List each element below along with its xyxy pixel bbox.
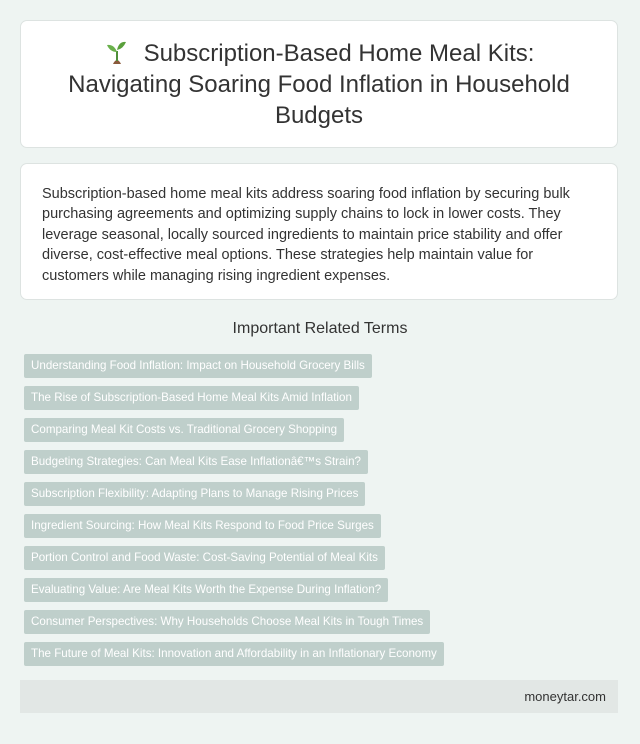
footer <box>20 680 618 713</box>
page-title-text: Subscription-Based Home Meal Kits: Navigating Soaring Food Inflation in Household Budgets <box>68 39 570 129</box>
related-terms-heading: Important Related Terms <box>232 320 408 337</box>
list-item <box>24 546 444 578</box>
footer-site-link[interactable]: moneytar.com <box>524 689 606 704</box>
list-item <box>24 514 444 546</box>
summary-text: Subscription-based home meal kits address soaring food inflation by securing bulk purchasing agreements and optimizing supply chains to lock in lower costs. They leverage seasonal, locally sourced ingredients to maintain price stability and offer diverse, cost-effective meal options. These strategies help maintain value for customers while managing rising ingredient expenses. <box>42 186 570 284</box>
related-terms-list <box>24 354 444 674</box>
title-card <box>20 20 618 148</box>
page-title <box>21 38 617 131</box>
list-item <box>24 482 444 514</box>
related-term-tag[interactable]: Understanding Food Inflation: Impact on Household Grocery Bills <box>24 354 372 378</box>
list-item <box>24 642 444 674</box>
related-term-tag[interactable]: The Future of Meal Kits: Innovation and Affordability in an Inflationary Economy <box>24 642 444 666</box>
sprout-icon <box>104 39 130 65</box>
list-item <box>24 418 444 450</box>
related-term-tag[interactable]: Consumer Perspectives: Why Households Choose Meal Kits in Tough Times <box>24 610 430 634</box>
related-term-tag[interactable]: Budgeting Strategies: Can Meal Kits Ease Inflationâ€™s Strain? <box>24 450 368 474</box>
list-item <box>24 386 444 418</box>
list-item <box>24 354 444 386</box>
list-item <box>24 610 444 642</box>
related-term-tag[interactable]: The Rise of Subscription-Based Home Meal Kits Amid Inflation <box>24 386 359 410</box>
list-item <box>24 578 444 610</box>
related-term-tag[interactable]: Portion Control and Food Waste: Cost-Saving Potential of Meal Kits <box>24 546 385 570</box>
related-term-tag[interactable]: Evaluating Value: Are Meal Kits Worth the Expense During Inflation? <box>24 578 388 602</box>
list-item <box>24 450 444 482</box>
summary-card <box>20 163 618 300</box>
related-term-tag[interactable]: Ingredient Sourcing: How Meal Kits Respond to Food Price Surges <box>24 514 381 538</box>
related-term-tag[interactable]: Subscription Flexibility: Adapting Plans to Manage Rising Prices <box>24 482 365 506</box>
related-term-tag[interactable]: Comparing Meal Kit Costs vs. Traditional Grocery Shopping <box>24 418 344 442</box>
